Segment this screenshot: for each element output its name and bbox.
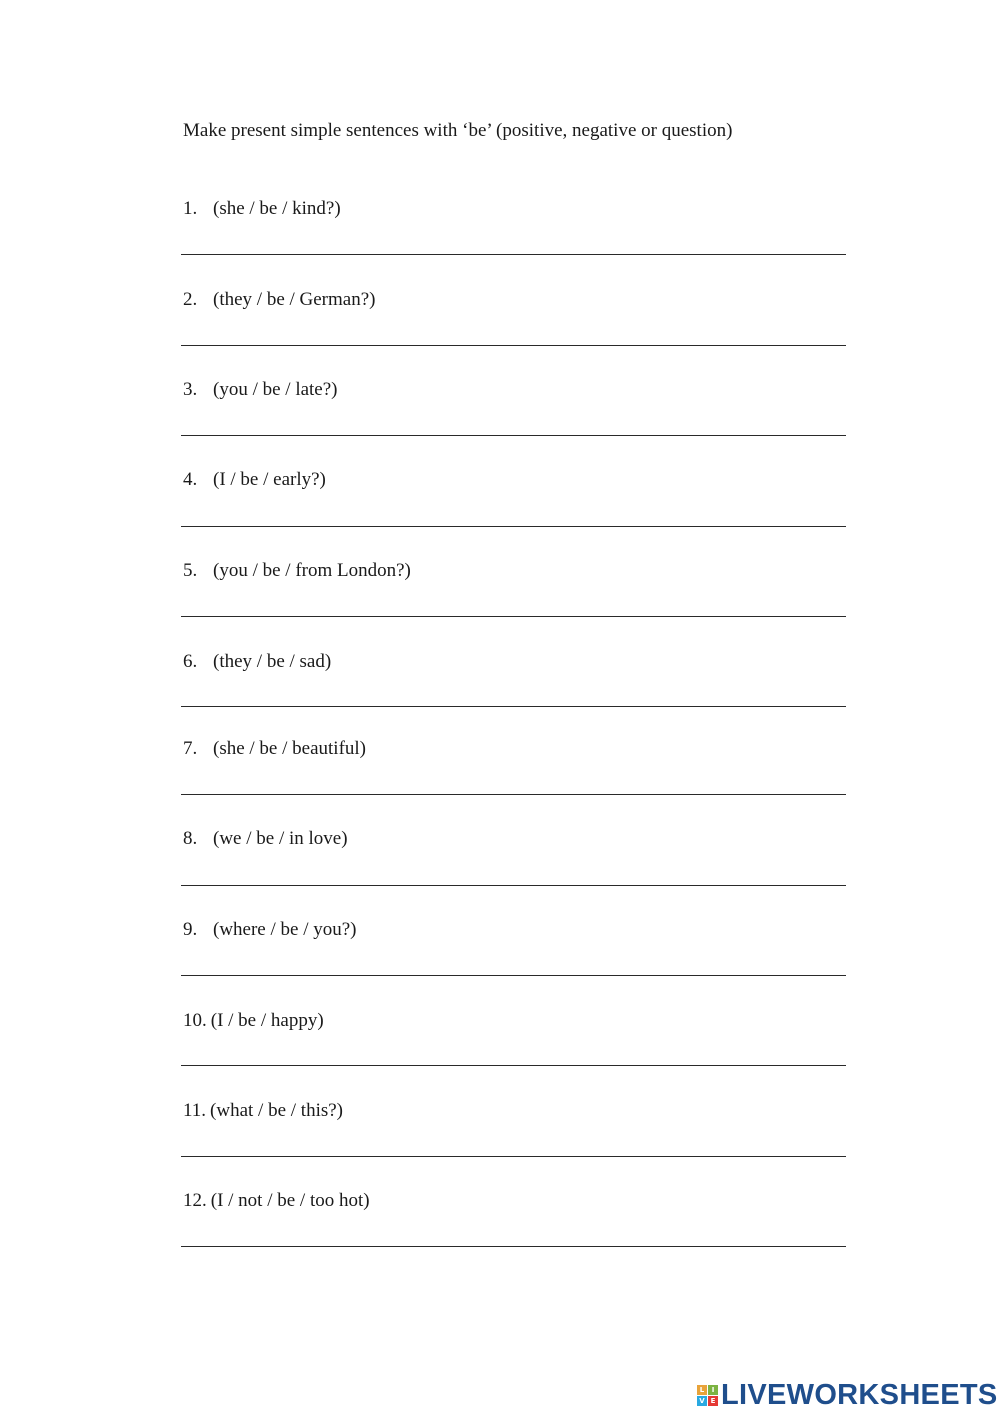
exercise-text: (where / be / you?)	[213, 919, 357, 940]
answer-line[interactable]	[181, 435, 846, 436]
answer-line[interactable]	[181, 1156, 846, 1157]
exercise-text: (we / be / in love)	[213, 828, 348, 849]
exercise-item	[183, 1099, 846, 1121]
answer-line[interactable]	[181, 526, 846, 527]
exercise-prompt	[183, 737, 366, 761]
exercise-text: (you / be / late?)	[213, 379, 338, 400]
exercise-number: 3.	[183, 379, 198, 400]
exercise-prompt	[183, 468, 326, 492]
exercise-prompt	[183, 918, 357, 942]
exercise-number: 4.	[183, 469, 198, 490]
answer-line[interactable]	[181, 345, 846, 346]
exercise-item	[183, 197, 846, 219]
logo-mark-tile: E	[708, 1396, 718, 1406]
logo-mark-tile: I	[708, 1385, 718, 1395]
exercise-number: 6.	[183, 651, 198, 672]
exercise-number: 5.	[183, 560, 198, 581]
exercise-item	[183, 378, 846, 400]
exercise-number: 11.	[183, 1100, 207, 1121]
exercise-item	[183, 468, 846, 490]
exercise-prompt	[183, 1189, 370, 1213]
answer-line[interactable]	[181, 254, 846, 255]
exercise-number: 2.	[183, 289, 198, 310]
answer-line[interactable]	[181, 616, 846, 617]
exercise-prompt	[183, 1099, 343, 1123]
exercise-item	[183, 737, 846, 759]
exercise-text: (what / be / this?)	[210, 1100, 344, 1121]
exercise-number: 10.	[183, 1010, 207, 1031]
liveworksheets-logo	[697, 1378, 998, 1412]
exercise-text: (I / not / be / too hot)	[210, 1190, 370, 1211]
answer-line[interactable]	[181, 1246, 846, 1247]
logo-text: LIVEWORKSHEETS	[721, 1379, 998, 1411]
exercise-number: 8.	[183, 828, 198, 849]
exercise-item	[183, 650, 846, 672]
exercise-number: 12.	[183, 1190, 207, 1211]
exercise-item	[183, 827, 846, 849]
exercise-number: 1.	[183, 198, 198, 219]
answer-line[interactable]	[181, 794, 846, 795]
exercise-number: 7.	[183, 738, 198, 759]
exercise-text: (she / be / kind?)	[213, 198, 341, 219]
exercise-text: (I / be / happy)	[210, 1010, 324, 1031]
logo-mark-icon	[697, 1385, 718, 1406]
exercise-item	[183, 1189, 846, 1211]
exercise-prompt	[183, 288, 375, 312]
exercise-item	[183, 559, 846, 581]
exercise-text: (she / be / beautiful)	[213, 738, 367, 759]
exercise-prompt	[183, 650, 331, 674]
exercise-item	[183, 918, 846, 940]
exercise-number: 9.	[183, 919, 198, 940]
exercise-prompt	[183, 378, 338, 402]
exercise-prompt	[183, 559, 411, 583]
answer-line[interactable]	[181, 706, 846, 707]
exercise-prompt	[183, 827, 348, 851]
logo-mark-tile: V	[697, 1396, 707, 1406]
answer-line[interactable]	[181, 1065, 846, 1066]
exercise-text: (you / be / from London?)	[213, 560, 411, 581]
exercise-item	[183, 288, 846, 310]
exercise-text: (I / be / early?)	[213, 469, 326, 490]
answer-line[interactable]	[181, 885, 846, 886]
exercise-prompt	[183, 197, 341, 221]
exercise-item	[183, 1009, 846, 1031]
exercise-text: (they / be / German?)	[213, 289, 376, 310]
instructions: Make present simple sentences with ‘be’ (positive, negative or question)	[183, 120, 733, 141]
exercise-text: (they / be / sad)	[213, 651, 332, 672]
exercise-prompt	[183, 1009, 324, 1033]
answer-line[interactable]	[181, 975, 846, 976]
logo-mark-tile: L	[697, 1385, 707, 1395]
